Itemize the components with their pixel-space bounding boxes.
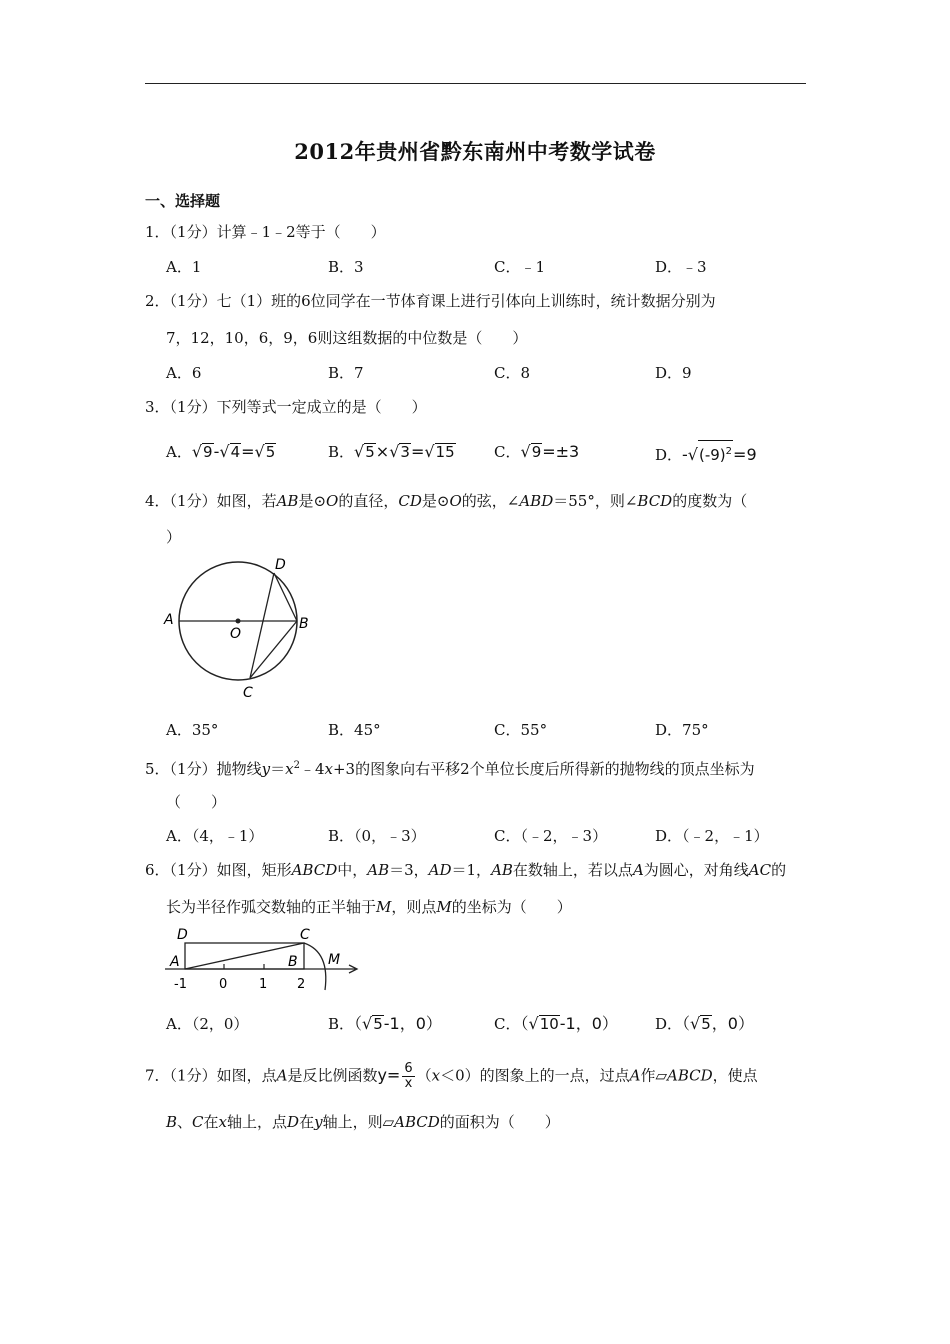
tick-label-0: 0 bbox=[219, 977, 228, 992]
label-m: M bbox=[328, 952, 341, 968]
label-a: A bbox=[170, 954, 180, 970]
q5-option-b: B．（0，﹣3） bbox=[328, 827, 426, 845]
q2-option-c: C．8 bbox=[494, 364, 531, 382]
tick-label-minus-1: -1 bbox=[174, 977, 187, 992]
question-6-line-2: 长为半径作弧交数轴的正半轴于M，则点M的坐标为（ ） bbox=[166, 898, 572, 916]
question-2-line-2: 7，12，10，6，9，6则这组数据的中位数是（ ） bbox=[166, 329, 528, 347]
q1-option-b: B．3 bbox=[328, 258, 364, 276]
q3-option-a: A．√9-√4=√5 bbox=[166, 442, 276, 461]
question-4-line-2: ） bbox=[166, 528, 182, 546]
q6-option-c: C．（√10-1，0） bbox=[494, 1014, 618, 1033]
question-2-line-1: 2．（1分）七（1）班的6位同学在一节体育课上进行引体向上训练时，统计数据分别为 bbox=[145, 292, 716, 310]
question-6-line-1: 6．（1分）如图，矩形ABCD中，AB＝3，AD＝1，AB在数轴上，若以点A为圆心，对角线AC的 bbox=[145, 861, 787, 879]
q3-option-b-label: B． bbox=[328, 443, 355, 461]
question-4-line-1: 4．（1分）如图，若AB是⊙O的直径，CD是⊙O的弦，∠ABD＝55°，则∠BCD的度数为（ bbox=[145, 492, 748, 510]
label-o: O bbox=[230, 626, 242, 642]
arc-m bbox=[304, 943, 326, 990]
segment-db bbox=[274, 573, 297, 621]
center-point bbox=[236, 619, 241, 624]
question-1: 1．（1分）计算﹣1﹣2等于（ ） bbox=[145, 223, 386, 241]
page-title: 2012年贵州省黔东南州中考数学试卷 bbox=[294, 139, 656, 164]
label-d: D bbox=[177, 927, 188, 943]
tick-label-1: 1 bbox=[259, 977, 268, 992]
fraction-6-over-x: $\frac{6}{x}$ bbox=[404, 1061, 413, 1091]
label-c: C bbox=[300, 927, 310, 943]
q1-option-d: D．﹣3 bbox=[655, 258, 707, 276]
q4-option-a: A．35° bbox=[166, 721, 219, 739]
label-b: B bbox=[299, 616, 309, 632]
q4-option-d: D．75° bbox=[655, 721, 709, 739]
q2-option-a: A．6 bbox=[166, 364, 202, 382]
q5-option-d: D．（﹣2，﹣1） bbox=[655, 827, 769, 845]
q3-option-c-label: C． bbox=[494, 443, 521, 461]
q2-option-d: D．9 bbox=[655, 364, 692, 382]
question-7-line-2: B、C在x轴上，点D在y轴上，则▱ABCD的面积为（ ） bbox=[166, 1113, 560, 1131]
label-b: B bbox=[288, 954, 298, 970]
q3-option-d-label: D． bbox=[655, 446, 683, 464]
q5-option-c: C．（﹣2，﹣3） bbox=[494, 827, 608, 845]
q4-option-b: B．45° bbox=[328, 721, 381, 739]
q6-option-b: B．（√5-1，0） bbox=[328, 1014, 442, 1033]
header-rule bbox=[145, 83, 806, 84]
q3-option-c: C．√9=±3 bbox=[494, 442, 580, 461]
q1-option-a: A．1 bbox=[166, 258, 202, 276]
diagonal-ac bbox=[185, 943, 304, 969]
question-7-line-1: 7．（1分）如图，点A是反比例函数y= $\frac{6}{x}$ （x＜0）的图象上的一点，过点A作▱ABCD，使点 bbox=[145, 1061, 758, 1091]
label-c: C bbox=[243, 685, 253, 701]
q6-number-line-figure bbox=[160, 924, 370, 994]
q5-option-a: A．（4，﹣1） bbox=[166, 827, 264, 845]
chord-cd bbox=[250, 573, 274, 678]
question-5-line-2: （ ） bbox=[166, 793, 227, 811]
question-5-line-1: 5．（1分）抛物线$y=x^2﹣4x+3$的图象向右平移2个单位长度后所得新的抛物线的顶点坐标为 bbox=[145, 760, 755, 778]
label-a: A bbox=[164, 612, 174, 628]
q2-option-b: B．7 bbox=[328, 364, 364, 382]
q3-option-a-label: A． bbox=[166, 443, 192, 461]
tick-label-2: 2 bbox=[297, 977, 306, 992]
section-heading: 一、选择题 bbox=[145, 192, 221, 210]
q4-option-c: C．55° bbox=[494, 721, 548, 739]
question-3: 3．（1分）下列等式一定成立的是（ ） bbox=[145, 398, 427, 416]
q1-option-c: C．﹣1 bbox=[494, 258, 546, 276]
label-d: D bbox=[275, 557, 286, 573]
q3-option-d: D．$-√(-9)^2=9$ bbox=[655, 440, 757, 465]
q6-option-a: A．（2，0） bbox=[166, 1015, 249, 1033]
q3-option-b: B．√5×√3=√15 bbox=[328, 442, 455, 461]
q6-option-d: D．（√5，0） bbox=[655, 1014, 754, 1033]
q4-circle-figure bbox=[160, 552, 330, 702]
